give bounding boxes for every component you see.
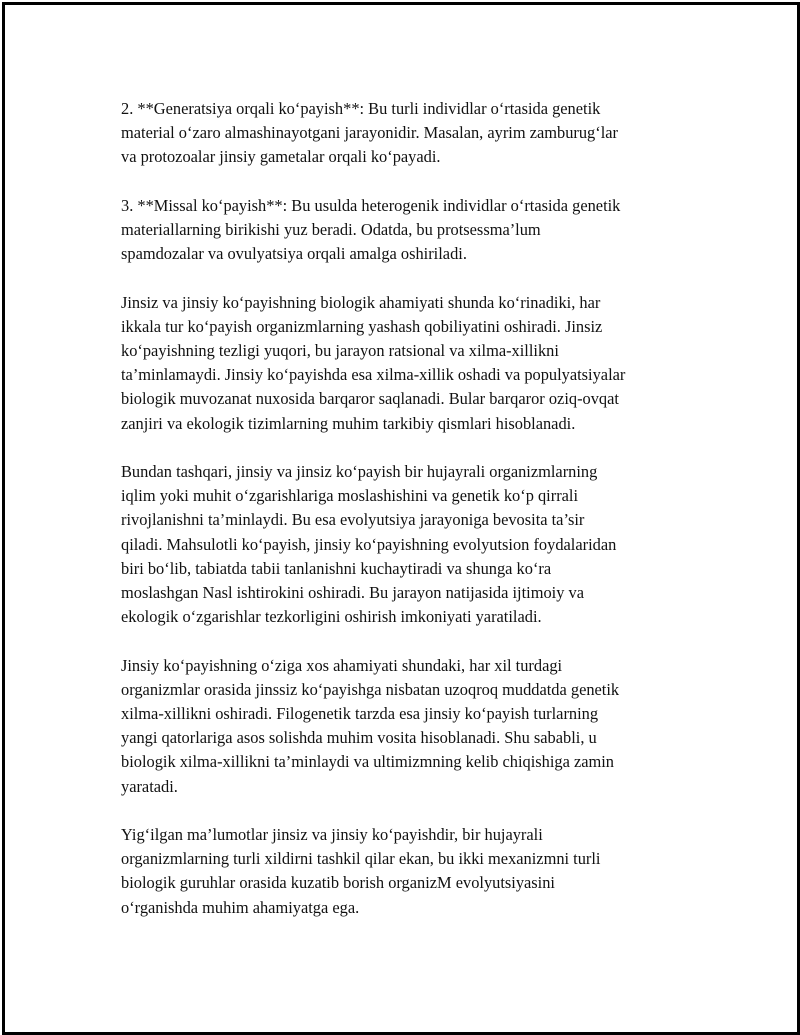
document-body — [121, 97, 701, 944]
paragraph-jinsiy-ahamiyati: Jinsiy ko‘payishning o‘ziga xos ahamiyati shundaki, har xil turdagi organizmlar orasida jinssiz ko‘payishga nisbatan uzoqroq muddatda genetik xilma-xillikni oshiradi. Filogenetik tarzda esa jinsiy ko‘payish turlarning yangi qatorlariga asos solishda muhim vosita hisoblanadi. Shu sababli, u biologik xilma-xillikni ta’minlaydi va ultimizmning kelib chiqishiga zamin yaratadi. — [121, 655, 620, 796]
page-frame — [2, 2, 800, 1035]
paragraph-bundan-tashqari: Bundan tashqari, jinsiy va jinsiz ko‘payish bir hujayrali organizmlarning iqlim yoki muhit o‘zgarishlariga moslashishini va genetik ko‘p qirrali rivojlanishni ta’minlaydi. Bu esa evolyutsiya jarayoniga bevosita ta’sir qiladi. Mahsulotli ko‘payish, jinsiy ko‘payishning evolyutsion foydalaridan biri bo‘lib, tabiatda tabii tanlanishni kuchaytiradi va shunga ko‘ra moslashgan Nasl ishtirokini oshiradi. Bu jarayon natijasida ijtimoiy va ekologik o‘zgarishlar tezkorligini oshirish imkoniyati yaratiladi. — [121, 462, 617, 627]
paragraph-generatsiya: 2. **Generatsiya orqali ko‘payish**: Bu turli individlar o‘rtasida genetik material o‘zaro almashinayotgani jarayonidir. Masalan, ayrim zamburug‘lar va protozoalar jinsiy gametalar orqali ko‘payadi. — [121, 99, 618, 167]
paragraph-biologik-ahamiyati: Jinsiz va jinsiy ko‘payishning biologik ahamiyati shunda ko‘rinadiki, har ikkala tur ko‘payish organizmlarning yashash qobiliyatini oshiradi. Jinsiz ko‘payishning tezligi yuqori, bu jarayon ratsional va xilma-xillikni ta’minlamaydi. Jinsiy ko‘payishda esa xilma-xillik oshadi va populyatsiyalar biologik muvozanat nuxosida barqaror saqlanadi. Bular barqaror oziq-ovqat zanjiri va ekologik tizimlarning muhim tarkibiy qismlari hisoblanadi. — [121, 292, 626, 433]
paragraph-xulosa: Yig‘ilgan ma’lumotlar jinsiz va jinsiy ko‘payishdir, bir hujayrali organizmlarning turli xildirni tashkil qilar ekan, bu ikki mexanizmni turli biologik guruhlar orasida kuzatib borish organizM evolyutsiyasini o‘rganishda muhim ahamiyatga ega. — [121, 825, 601, 917]
paragraph-missal: 3. **Missal ko‘payish**: Bu usulda heterogenik individlar o‘rtasida genetik materiallarning birikishi yuz beradi. Odatda, bu protsessma’lum spamdozalar va ovulyatsiya orqali amalga oshiriladi. — [121, 195, 621, 264]
